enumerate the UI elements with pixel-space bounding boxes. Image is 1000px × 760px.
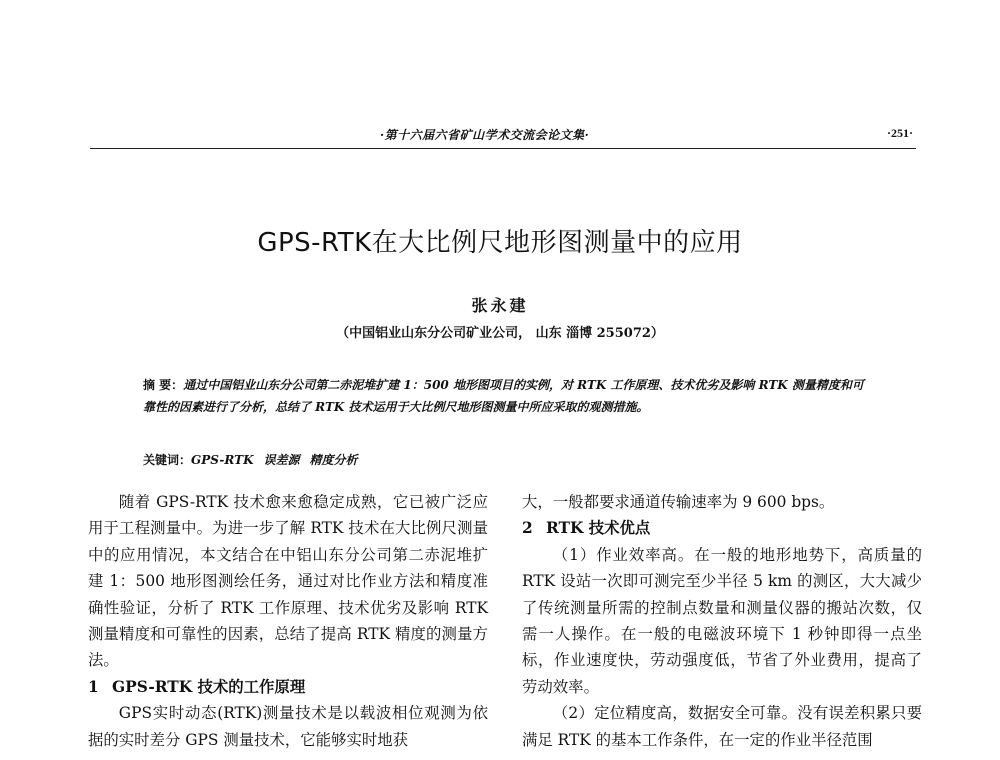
body-paragraph: GPS实时动态(RTK)测量技术是以载波相位观测为依据的实时差分 GPS 测量技术，它能够实时地获 <box>88 704 488 749</box>
keyword: GPS-RTK <box>191 453 254 467</box>
section-title: GPS-RTK 技术的工作原理 <box>112 677 306 696</box>
section-number: 1 <box>88 677 99 696</box>
section-heading <box>88 674 488 700</box>
body-paragraph: （1）作业效率高。在一般的地形地势下，高质量的 RTK 设站一次即可测完至少半径 5 km 的测区，大大减少了传统测量所需的控制点数量和测量仪器的搬站次数，仅需一人操作。在一般的电磁波环境下 1 秒钟即得一点坐标，作业速度快，劳动强度低，节省了外业费用，提高了劳动效率。 <box>522 545 922 696</box>
intro-paragraph: 随着 GPS-RTK 技术愈来愈稳定成熟，它已被广泛应用于工程测量中。为进一步了解 RTK 技术在大比例尺测量中的应用情况，本文结合在中铝山东分公司第二赤泥堆扩建 1：500 地形图测绘任务，通过对比作业方法和精度准确性验证，分析了 RTK 工作原理、技术优劣及影响 RTK 测量精度和可靠性的因素，总结了提高 RTK 精度的测量方法。 <box>88 493 488 670</box>
keywords-label: 关键词： <box>143 453 192 467</box>
author-affiliation: （中国铝业山东分公司矿业公司， 山东 淄博 255072） <box>336 326 664 341</box>
keyword: 精度分析 <box>309 453 358 467</box>
header-divider <box>90 148 916 149</box>
abstract <box>143 375 868 418</box>
continued-paragraph: 大，一般都要求通道传输速率为 9 600 bps。 <box>522 493 835 511</box>
body-paragraph: （2）定位精度高，数据安全可靠。没有误差积累只要满足 RTK 的基本工作条件，在一定的作业半径范围 <box>522 704 922 749</box>
abstract-text: 通过中国铝业山东分公司第二赤泥堆扩建 1：500 地形图项目的实例，对 RTK 工作原理、技术优劣及影响 RTK 测量精度和可靠性的因素进行了分析，总结了 RTK 技术运用于大比例尺地形图测量中所应采取的观测措施。 <box>143 378 864 414</box>
abstract-label: 摘 要： <box>143 378 184 392</box>
keyword: 误差源 <box>263 453 300 467</box>
conference-name: ·第十六届六省矿山学术交流会论文集· <box>380 128 590 142</box>
left-column <box>88 489 488 753</box>
running-header <box>90 126 915 146</box>
section-title: RTK 技术优点 <box>546 519 651 538</box>
section-heading <box>522 515 922 541</box>
keywords <box>143 451 868 468</box>
section-number: 2 <box>522 519 533 538</box>
right-column <box>522 489 922 753</box>
paper-title: GPS-RTK在大比例尺地形图测量中的应用 <box>257 228 743 258</box>
page-number: ·251· <box>886 126 913 140</box>
author-name: 张永建 <box>471 296 529 315</box>
